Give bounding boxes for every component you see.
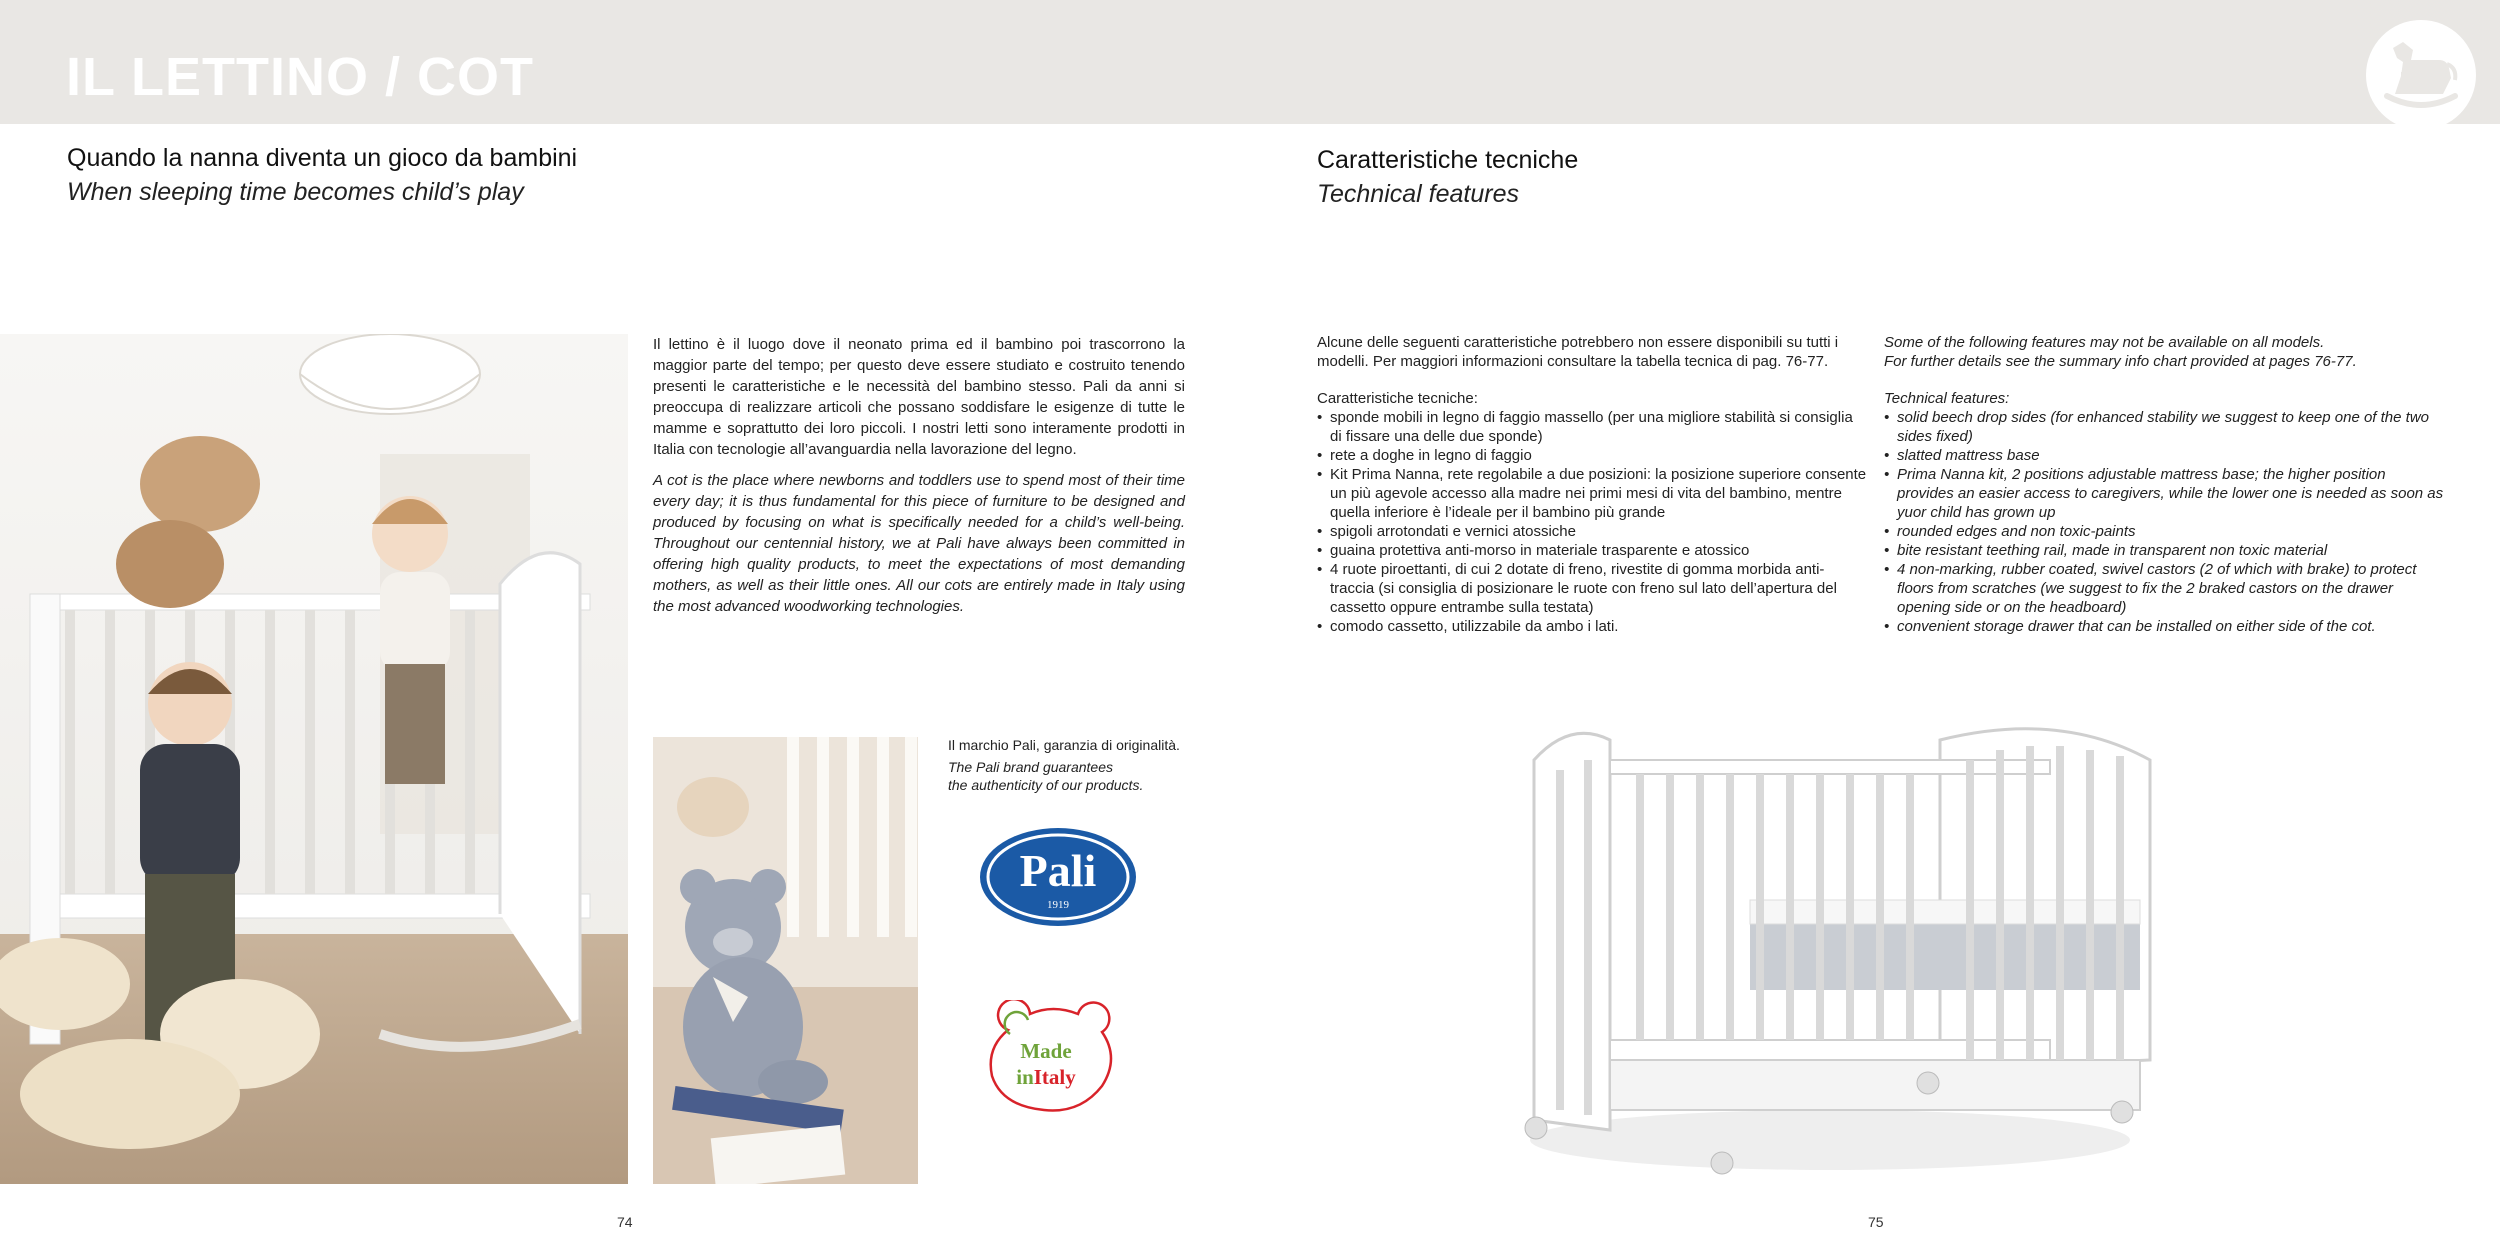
italy-logo-in: in — [1016, 1065, 1034, 1089]
features-column-it — [1317, 333, 1867, 636]
left-heading-it: Quando la nanna diventa un gioco da bambini — [67, 144, 578, 172]
white-cot-product-photo — [1500, 700, 2180, 1190]
pali-logo-year: 1919 — [1047, 899, 1069, 911]
body-paragraph-it: Il lettino è il luogo dove il neonato prima ed il bambino poi trascorrono la maggior parte del tempo; per questo deve essere studiato e costruito tenendo presenti le caratteristiche e le necessità del bambino stesso. Pali da anni si preoccupa di realizzare articoli che possano soddisfare le esigenze di tutte le mamme e soprattutto dei loro piccoli. I nostri letti sono interamente prodotti in Italia con tecnologie all’avanguardia nella lavorazione del legno. — [653, 336, 1185, 458]
feature-item: • bite resistant teething rail, made in transparent non toxic material — [1884, 541, 2444, 560]
feature-item: • comodo cassetto, utilizzabile da ambo i lati. — [1317, 617, 1867, 636]
svg-text:inItaly — [1016, 1065, 1076, 1089]
feature-item: • convenient storage drawer that can be installed on either side of the cot. — [1884, 617, 2444, 636]
brand-note-en-line2: the authenticity of our products. — [948, 777, 1144, 793]
features-column-en — [1884, 333, 2444, 636]
brand-note-it: Il marchio Pali, garanzia di originalità. — [948, 737, 1180, 753]
feature-item: • spigoli arrotondati e vernici atossiche — [1317, 522, 1867, 541]
page-title: IL LETTINO / COT — [66, 47, 534, 107]
nursery-children-photo — [0, 334, 628, 1184]
feature-item: • 4 non-marking, rubber coated, swivel castors (2 of which with brake) to protect floors from scratches (we suggest to fix the 2 braked castors on the drawer opening side or on the headboard) — [1884, 560, 2444, 617]
feature-item: • Kit Prima Nanna, rete regolabile a due posizioni: la posizione superiore consente un più agevole accesso alla madre nei primi mesi di vita del bambino, mentre quella inferiore è l’ideale per il bambino più grande — [1317, 465, 1867, 522]
italy-logo-italy: Italy — [1033, 1065, 1076, 1089]
made-in-italy-logo — [980, 1000, 1126, 1118]
intro-en-line1: Some of the following features may not be available on all models. — [1884, 334, 2325, 351]
left-body-text — [653, 334, 1185, 627]
feature-item: • 4 ruote piroettanti, di cui 2 dotate di freno, rivestite di gomma morbida anti-traccia (si consiglia di posizionare le ruote con freno sul lato dell’apertura del cassetto oppure entrambe sulla testata) — [1317, 560, 1867, 617]
features-label-it: Caratteristiche tecniche: — [1317, 390, 1478, 407]
features-list-it — [1317, 408, 1867, 636]
feature-item: • guaina protettiva anti-morso in materiale trasparente e atossico — [1317, 541, 1867, 560]
rocking-horse-icon — [2381, 38, 2461, 112]
features-label-en: Technical features: — [1884, 390, 2010, 407]
left-heading-en: When sleeping time becomes child’s play — [67, 178, 524, 206]
intro-en-line2: For further details see the summary info chart provided at pages 76-77. — [1884, 353, 2357, 370]
page-number-left: 74 — [617, 1214, 633, 1230]
right-heading-it: Caratteristiche tecniche — [1317, 146, 1579, 174]
right-heading-en: Technical features — [1317, 180, 1519, 208]
pali-logo-text: Pali — [1019, 845, 1097, 896]
brand-note-en-line1: The Pali brand guarantees — [948, 759, 1113, 775]
feature-item: • sponde mobili in legno di faggio massello (per una migliore stabilità si consiglia di fissare una delle due sponde) — [1317, 408, 1867, 446]
feature-item: • slatted mattress base — [1884, 446, 2444, 465]
body-paragraph-en: A cot is the place where newborns and toddlers use to spend most of their time every day; it is thus fundamental for this piece of furniture to be designed and produced by focusing on what is specifically needed for a child’s well-being. Throughout our centennial history, we at Pali have always been committed in offering high quality products, to meet the expectations of most demanding mothers, as well as their little ones. All our cots are entirely made in Italy using the most advanced woodworking technologies. — [653, 472, 1185, 615]
brand-note — [948, 736, 1188, 798]
feature-item: • solid beech drop sides (for enhanced stability we suggest to keep one of the two sides fixed) — [1884, 408, 2444, 446]
feature-item: • rounded edges and non toxic-paints — [1884, 522, 2444, 541]
italy-logo-made: Made — [1020, 1039, 1072, 1063]
teddy-bear-photo — [653, 737, 918, 1184]
features-list-en — [1884, 408, 2444, 636]
pali-logo — [978, 826, 1138, 928]
page-number-right: 75 — [1868, 1214, 1884, 1230]
feature-item: • rete a doghe in legno di faggio — [1317, 446, 1867, 465]
rocking-horse-badge — [2366, 20, 2476, 130]
feature-item: • Prima Nanna kit, 2 positions adjustable mattress base; the higher position provides an easier access to caregivers, while the lower one is needed as soon as yuor child has grown up — [1884, 465, 2444, 522]
intro-it: Alcune delle seguenti caratteristiche potrebbero non essere disponibili su tutti i modelli. Per maggiori informazioni consultare la tabella tecnica di pag. 76-77. — [1317, 334, 1839, 370]
